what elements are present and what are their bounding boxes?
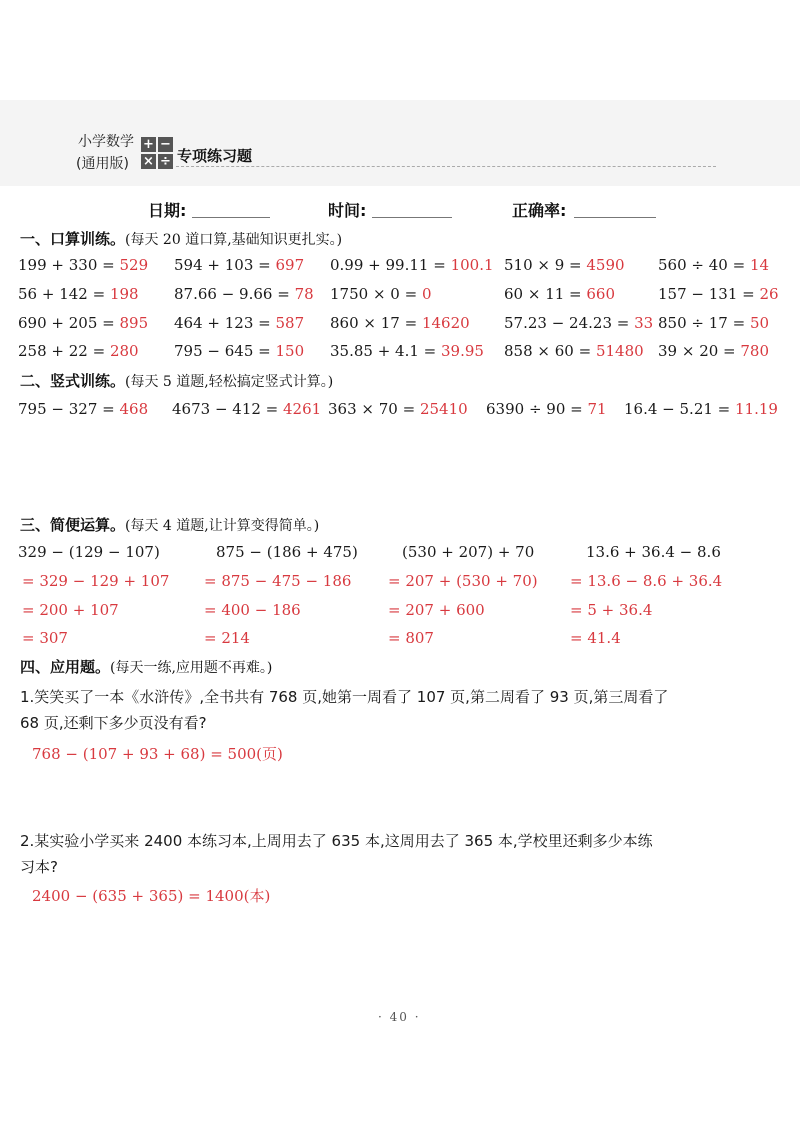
oral-item: 157 − 131 = 26 — [658, 285, 779, 303]
oral-item: 39 × 20 = 780 — [658, 342, 770, 360]
simplify-step: = 214 — [204, 629, 250, 647]
section-note: (每天 4 道题,让计算变得简单。) — [125, 518, 320, 534]
problem-text-line: 68 页,还剩下多少页没有看? — [20, 714, 207, 732]
divide-icon: ÷ — [158, 154, 173, 169]
plus-icon: + — [141, 137, 156, 152]
word-problem-2-answer: 2400 − (635 + 365) = 1400(本) — [32, 887, 271, 905]
simplify-step: = 807 — [388, 629, 434, 647]
oral-item: 560 ÷ 40 = 14 — [658, 256, 770, 274]
simplify-step: = 41.4 — [570, 629, 621, 647]
simplify-step: = 5 + 36.4 — [570, 601, 653, 619]
simplify-step: = 307 — [22, 629, 68, 647]
oral-item: 795 − 645 = 150 — [174, 342, 305, 360]
date-label: 日期: — [148, 201, 187, 220]
section-heading: 一、口算训练。 — [20, 230, 126, 248]
simplify-question: 13.6 + 36.4 − 8.6 — [586, 543, 721, 561]
operator-icon-grid — [141, 137, 173, 169]
section-heading: 三、简便运算。 — [20, 516, 126, 534]
simplify-step: = 207 + 600 — [388, 601, 485, 619]
oral-item: 594 + 103 = 697 — [174, 256, 305, 274]
simplify-step: = 200 + 107 — [22, 601, 119, 619]
vertical-item: 16.4 − 5.21 = 11.19 — [624, 400, 778, 418]
simplify-step: = 207 + (530 + 70) — [388, 572, 538, 590]
book-edition: (通用版) — [76, 156, 129, 172]
section-note: (每天 5 道题,轻松搞定竖式计算。) — [125, 374, 334, 390]
oral-item: 258 + 22 = 280 — [18, 342, 139, 360]
time-label: 时间: — [328, 201, 367, 220]
multiply-icon: × — [141, 154, 156, 169]
word-problem-2 — [20, 828, 792, 880]
section-heading: 二、竖式训练。 — [20, 372, 126, 390]
simplify-step: = 329 − 129 + 107 — [22, 572, 170, 590]
accuracy-label: 正确率: — [512, 201, 567, 220]
time-blank — [372, 217, 452, 218]
simplify-question: (530 + 207) + 70 — [402, 543, 535, 561]
section-note: (每天 20 道口算,基础知识更扎实。) — [125, 232, 343, 248]
vertical-item: 4673 − 412 = 4261 — [172, 400, 322, 418]
word-problem-1-answer: 768 − (107 + 93 + 68) = 500(页) — [32, 745, 283, 763]
oral-item: 35.85 + 4.1 = 39.95 — [330, 342, 484, 360]
section-simplify-title — [20, 514, 319, 535]
oral-item: 87.66 − 9.66 = 78 — [174, 285, 314, 303]
section-oral-title — [20, 228, 342, 249]
oral-item: 510 × 9 = 4590 — [504, 256, 625, 274]
section-vertical-title — [20, 370, 333, 391]
section-heading: 四、应用题。 — [20, 658, 111, 676]
oral-item: 690 + 205 = 895 — [18, 314, 149, 332]
oral-item: 60 × 11 = 660 — [504, 285, 616, 303]
page-number: · 40 · — [378, 1010, 421, 1024]
simplify-step: = 400 − 186 — [204, 601, 301, 619]
book-title: 小学数学 — [78, 134, 134, 150]
minus-icon: − — [158, 137, 173, 152]
vertical-item: 363 × 70 = 25410 — [328, 400, 468, 418]
header-title: 专项练习题 — [177, 147, 253, 165]
vertical-item: 795 − 327 = 468 — [18, 400, 149, 418]
oral-item: 199 + 330 = 529 — [18, 256, 149, 274]
word-problem-1 — [20, 684, 792, 736]
simplify-step: = 13.6 − 8.6 + 36.4 — [570, 572, 723, 590]
problem-text-line: 1.笑笑买了一本《水浒传》,全书共有 768 页,她第一周看了 107 页,第二周看了 93 页,第三周看了 — [20, 688, 669, 706]
oral-item: 858 × 60 = 51480 — [504, 342, 644, 360]
header-divider — [176, 166, 716, 167]
oral-item: 56 + 142 = 198 — [18, 285, 139, 303]
oral-item: 0.99 + 99.11 = 100.1 — [330, 256, 494, 274]
simplify-question: 329 − (129 − 107) — [18, 543, 160, 561]
vertical-item: 6390 ÷ 90 = 71 — [486, 400, 607, 418]
accuracy-blank — [574, 217, 656, 218]
oral-item: 860 × 17 = 14620 — [330, 314, 470, 332]
oral-item: 57.23 − 24.23 = 33 — [504, 314, 654, 332]
simplify-step: = 875 − 475 − 186 — [204, 572, 352, 590]
oral-item: 464 + 123 = 587 — [174, 314, 305, 332]
problem-text-line: 习本? — [20, 858, 58, 876]
section-word-problems-title — [20, 656, 272, 677]
problem-text-line: 2.某实验小学买来 2400 本练习本,上周用去了 635 本,这周用去了 365 本,学校里还剩多少本练 — [20, 832, 653, 850]
simplify-question: 875 − (186 + 475) — [216, 543, 358, 561]
section-note: (每天一练,应用题不再难。) — [110, 660, 273, 676]
oral-item: 1750 × 0 = 0 — [330, 285, 432, 303]
date-blank — [192, 217, 270, 218]
oral-item: 850 ÷ 17 = 50 — [658, 314, 770, 332]
